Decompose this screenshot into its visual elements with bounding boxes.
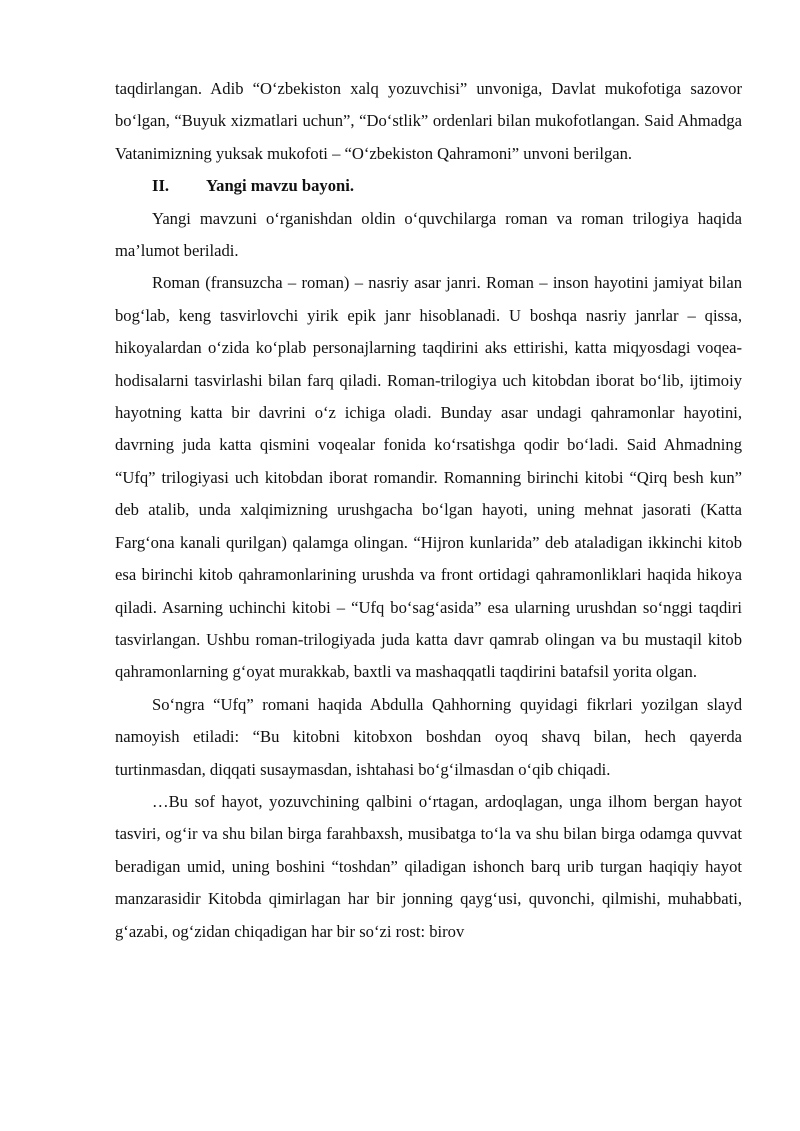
document-page: [115, 73, 742, 948]
section-title: Yangi mavzu bayoni.: [206, 176, 354, 196]
paragraph-qahhor-slide: So‘ngra “Ufq” romani haqida Abdulla Qahhorning quyidagi fikrlari yozilgan slayd namoyish etiladi: “Bu kitobni kitobxon boshdan oyoq shavq bilan, hech qayerda turtinmasdan, diqqati susaymasdan, ishtahasi bo‘g‘ilmasdan o‘qib chiqadi.: [115, 694, 742, 779]
section-number: II.: [152, 176, 170, 196]
section-heading: [115, 170, 742, 202]
paragraph-intro: Yangi mavzuni o‘rganishdan oldin o‘quvchilarga roman va roman trilogiya haqida ma’lumot beriladi.: [115, 208, 742, 261]
paragraph-award-continuation: taqdirlangan. Adib “O‘zbekiston xalq yozuvchisi” unvoniga, Davlat mukofotiga sazovor bo‘lgan, “Buyuk xizmatlari uchun”, “Do‘stlik” ordenlari bilan mukofotlangan. Said Ahmadga Vatanimizning yuksak mukofoti – “O‘zbekiston Qahramoni” unvoni berilgan.: [115, 79, 742, 163]
paragraph-roman-definition: Roman (fransuzcha – roman) – nasriy asar janri. Roman – inson hayotini jamiyat bilan bog‘lab, keng tasvirlovchi yirik epik janr hisoblanadi. U boshqa nasriy janrlar – qissa, hikoyalardan o‘zida ko‘plab personajlarning taqdirini aks ettirishi, katta miqyosdagi voqea-hodisalarni tasvirlashi bilan farq qiladi. Roman-trilogiya uch kitobdan iborat bo‘lib, ijtimoiy hayotning katta bir davrini o‘z ichiga oladi. Bunday asar undagi qahramonlar hayotini, davrning juda katta qismini voqealar fonida ko‘rsatishga qodir bo‘ladi. Said Ahmadning “Ufq” trilogiyasi uch kitobdan iborat romandir. Romanning birinchi kitobi “Qirq besh kun” deb atalib, unda xalqimizning urushgacha bo‘lgan hayoti, uning mehnat jasorati (Katta Farg‘ona kanali qurilgan) qalamga olingan. “Hijron kunlarida” deb ataladigan ikkinchi kitob esa birinchi kitob qahramonlarining urushda va front ortidagi qahramonliklari haqida hikoya qiladi. Asarning uchinchi kitobi – “Ufq bo‘sag‘asida” esa ularning urushdan so‘nggi taqdiri tasvirlangan. Ushbu roman-trilogiyada juda katta davr qamrab olingan va bu mustaqil kitob qahramonlarning g‘oyat murakkab, baxtli va mashaqqatli taqdirini batafsil yorita olgan.: [115, 273, 742, 682]
paragraph-quote-continuation: …Bu sof hayot, yozuvchining qalbini o‘rtagan, ardoqlagan, unga ilhom bergan hayot tasviri, og‘ir va shu bilan birga farahbaxsh, musibatga to‘la va shu bilan birga odamga quvvat beradigan umid, uning boshini “toshdan” qiladigan ishonch barq urib turgan haqiqiy hayot manzarasidir Kitobda qimirlagan har bir jonning qayg‘usi, quvonchi, qilmishi, muhabbati, g‘azabi, og‘zidan chiqadigan har bir so‘zi rost: birov: [115, 791, 742, 941]
